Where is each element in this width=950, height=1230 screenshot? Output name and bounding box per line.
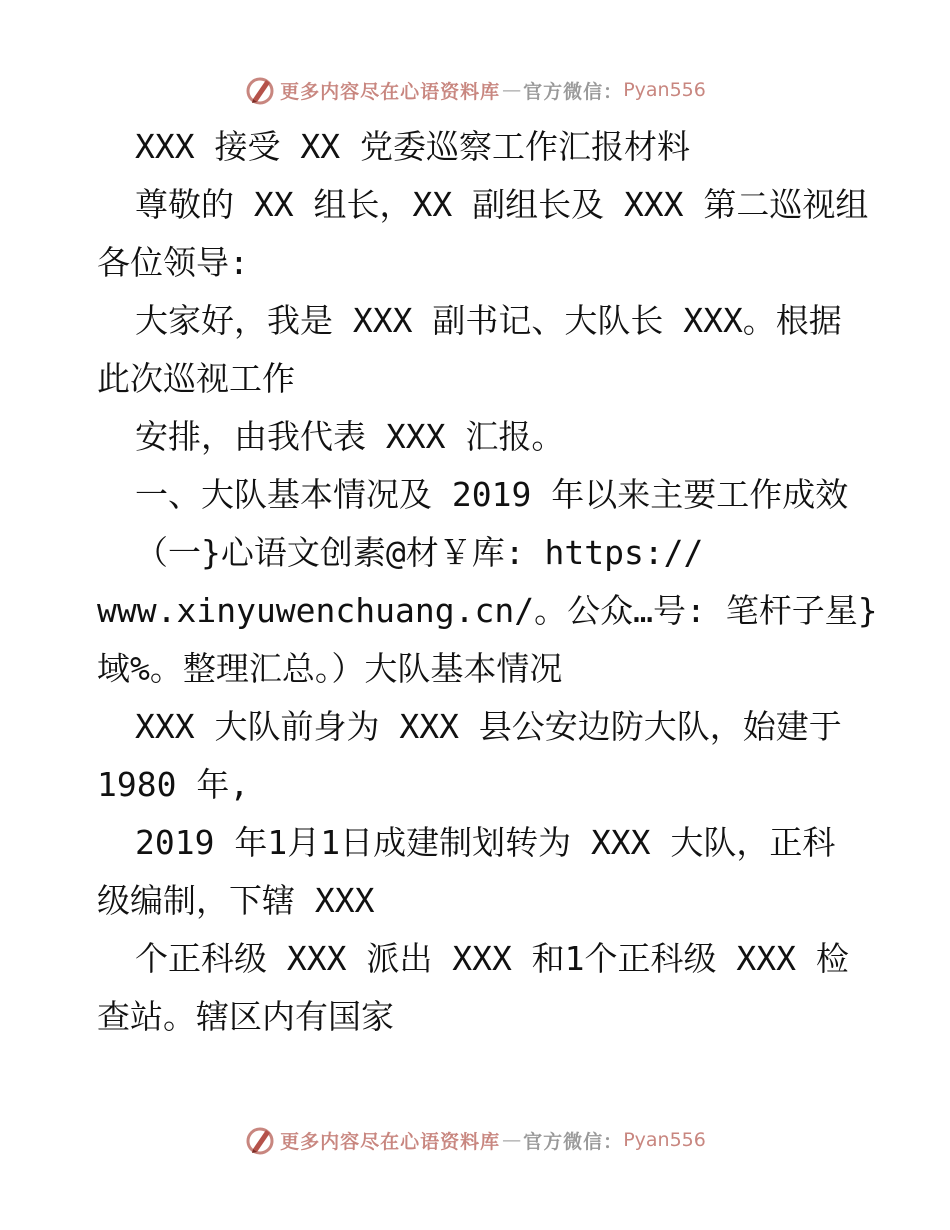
paragraph-line: 1980 年, [97, 765, 250, 804]
section-heading: 一、大队基本情况及 2019 年以来主要工作成效 [135, 475, 849, 514]
header-wechat-id: Pyan556 [623, 79, 706, 101]
document-title: XXX 接受 XX 党委巡察工作汇报材料 [135, 127, 690, 166]
header-separator: — [502, 79, 522, 101]
header-site-text: 更多内容尽在心语资料库 [280, 80, 501, 103]
header-banner [0, 70, 950, 110]
paragraph-line: 个正科级 XXX 派出 XXX 和1个正科级 XXX 检 [135, 939, 849, 978]
pen-nib-icon [244, 1124, 276, 1156]
pen-nib-icon [244, 74, 276, 106]
salutation-line-cont: 各位领导: [97, 243, 249, 282]
paragraph-line: 查站。辖区内有国家 [97, 997, 394, 1036]
footer-separator: — [502, 1129, 522, 1151]
paragraph-line: 安排，由我代表 XXX 汇报。 [135, 417, 565, 456]
subsection-heading-cont: 域%。整理汇总。）大队基本情况 [97, 649, 563, 688]
footer-wechat-id: Pyan556 [623, 1129, 706, 1151]
paragraph-line: 2019 年1月1日成建制划转为 XXX 大队，正科 [135, 823, 836, 862]
subsection-heading: （一}心语文创素@材￥库: https:// [135, 533, 704, 572]
subsection-heading-cont: www.xinyuwenchuang.cn/。公众…号: 笔杆子星} [97, 591, 878, 630]
paragraph-line: 大家好，我是 XXX 副书记、大队长 XXX。根据 [135, 301, 842, 340]
paragraph-line: 此次巡视工作 [97, 359, 295, 398]
footer-site-text: 更多内容尽在心语资料库 [280, 1130, 501, 1153]
paragraph-line: XXX 大队前身为 XXX 县公安边防大队，始建于 [135, 707, 842, 746]
paragraph-line: 级编制，下辖 XXX [97, 881, 375, 920]
salutation-line: 尊敬的 XX 组长，XX 副组长及 XXX 第二巡视组 [135, 185, 869, 224]
footer-wechat-label: 官方微信： [523, 1130, 624, 1153]
footer-banner [0, 1120, 950, 1160]
document-body [97, 118, 878, 1046]
header-wechat-label: 官方微信： [523, 80, 624, 103]
